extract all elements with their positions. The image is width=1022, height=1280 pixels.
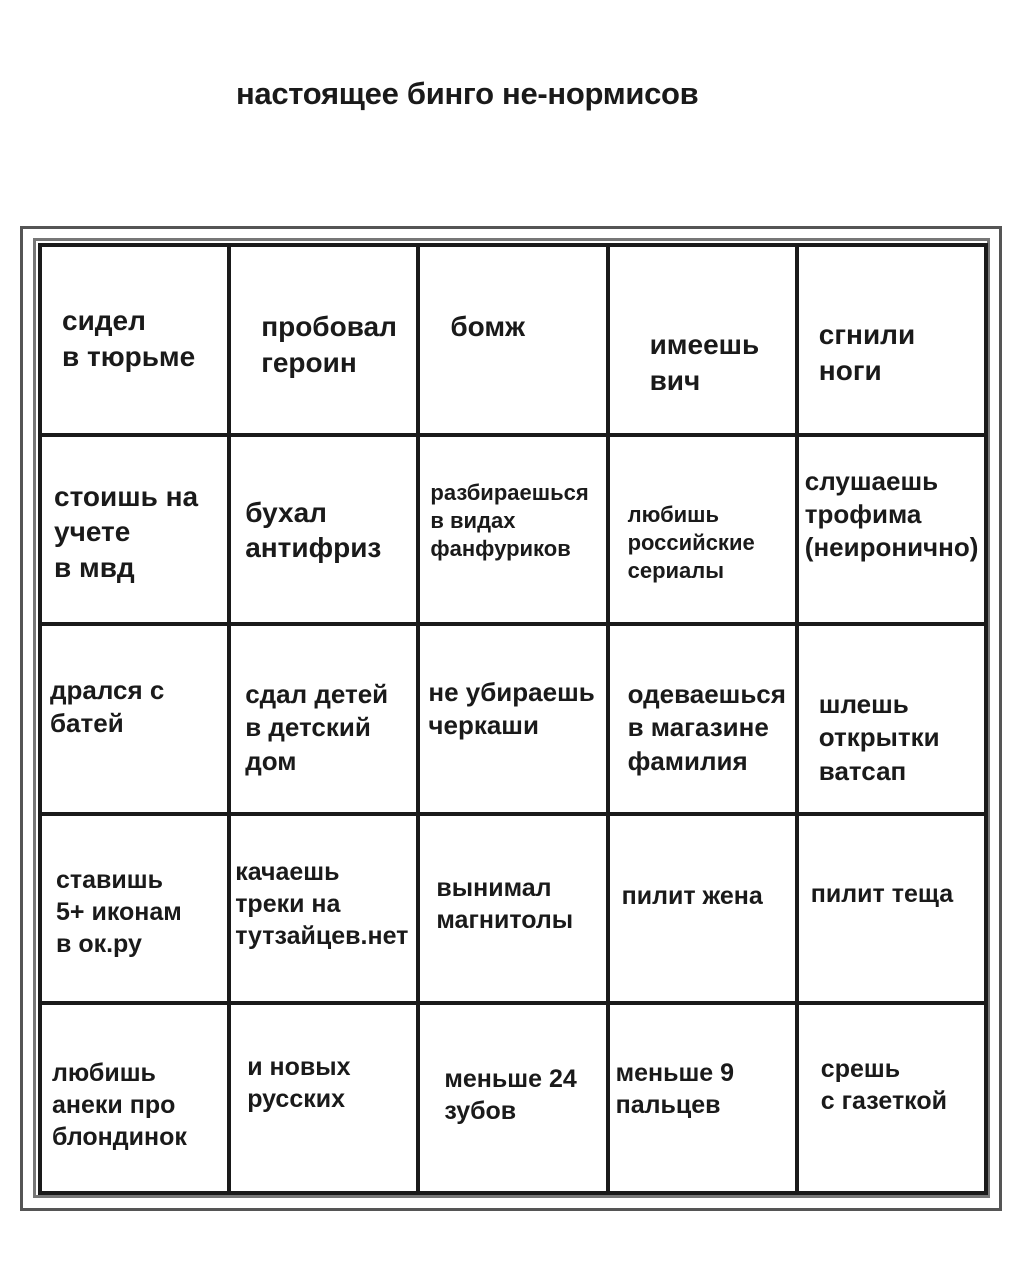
cell-label: срешь с газеткой	[820, 1055, 948, 1116]
bingo-cell[interactable]	[610, 1005, 799, 1195]
cell-label: и новых русских	[247, 1053, 351, 1114]
bingo-cell[interactable]	[799, 437, 988, 627]
bingo-cell[interactable]	[420, 626, 609, 816]
cell-label: бухал антифриз	[245, 496, 382, 564]
cell-label: слушаешь трофима (неиронично)	[804, 465, 979, 563]
cell-label: любишь анеки про блондинок	[52, 1059, 187, 1152]
cell-label: вынимал магнитолы	[436, 873, 574, 934]
cell-label: не убираешь черкаши	[428, 677, 595, 741]
cell-label: качаешь треки на тутзайцев.нет	[235, 857, 409, 950]
bingo-cell[interactable]	[420, 816, 609, 1006]
cell-label: сидел в тюрьме	[62, 305, 196, 372]
bingo-cell[interactable]	[610, 437, 799, 627]
cell-label: шлешь открытки ватсап	[818, 689, 940, 786]
bingo-cell[interactable]	[799, 816, 988, 1006]
cell-label: дрался с батей	[50, 675, 165, 739]
cell-label: разбираешься в видах фанфуриков	[430, 479, 589, 561]
bingo-cell[interactable]	[610, 626, 799, 816]
cell-label: любишь российские сериалы	[627, 501, 755, 583]
bingo-grid	[38, 243, 988, 1195]
bingo-cell[interactable]	[420, 1005, 609, 1195]
bingo-cell[interactable]	[231, 247, 420, 437]
cell-label: сгнили ноги	[818, 319, 916, 386]
bingo-cell[interactable]	[610, 816, 799, 1006]
cell-label: имеешь вич	[649, 329, 760, 396]
bingo-cell[interactable]	[42, 626, 231, 816]
bingo-cell[interactable]	[231, 626, 420, 816]
bingo-cell[interactable]	[42, 437, 231, 627]
bingo-cell[interactable]	[231, 816, 420, 1006]
page-title: настоящее бинго не-нормисов	[236, 76, 699, 111]
bingo-cell[interactable]	[420, 437, 609, 627]
cell-label: меньше 24 зубов	[444, 1065, 577, 1126]
cell-label: сдал детей в детский дом	[245, 679, 389, 776]
cell-label: пробовал героин	[261, 311, 397, 378]
bingo-cell[interactable]	[231, 437, 420, 627]
bingo-cell[interactable]	[42, 247, 231, 437]
cell-label: бомж	[450, 311, 525, 342]
cell-label: одеваешься в магазине фамилия	[627, 679, 786, 776]
cell-label: ставишь 5+ иконам в ок.ру	[56, 865, 182, 958]
bingo-cell[interactable]	[231, 1005, 420, 1195]
bingo-cell[interactable]	[799, 626, 988, 816]
bingo-cell[interactable]	[799, 247, 988, 437]
bingo-cell[interactable]	[610, 247, 799, 437]
bingo-cell[interactable]	[420, 247, 609, 437]
bingo-cell[interactable]	[799, 1005, 988, 1195]
cell-label: меньше 9 пальцев	[615, 1059, 735, 1120]
bingo-cell[interactable]	[42, 1005, 231, 1195]
bingo-cell[interactable]	[42, 816, 231, 1006]
cell-label: пилит теща	[810, 879, 954, 908]
cell-label: пилит жена	[621, 881, 763, 910]
cell-label: стоишь на учете в мвд	[54, 480, 199, 584]
